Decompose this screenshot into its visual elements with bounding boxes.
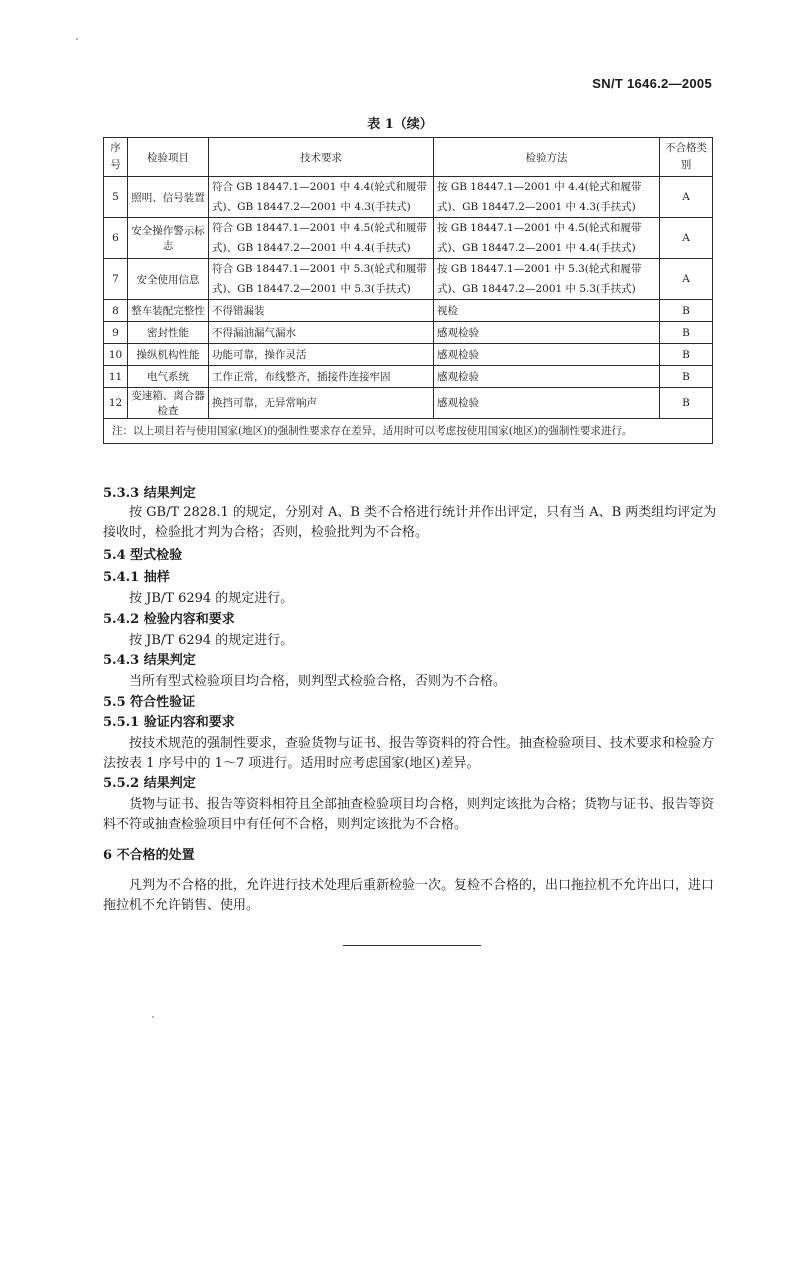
- inspection-table: [103, 137, 712, 444]
- heading-6: 6 不合格的处置: [103, 848, 195, 863]
- table-note: 注：以上项目若与使用国家(地区)的强制性要求存在差异，适用时可以考虑按使用国家(地区)的强制性要求进行。: [104, 419, 713, 444]
- row-item: 照明、信号装置: [128, 177, 209, 218]
- para-5-4-2: 按 JB/T 6294 的规定进行。: [129, 633, 294, 648]
- heading-5-4: 5.4 型式检验: [103, 548, 183, 563]
- heading-5-5-2: 5.5.2 结果判定: [103, 776, 196, 791]
- table-row: [104, 388, 713, 419]
- row-no: 5: [104, 177, 128, 218]
- row-no: 12: [104, 388, 128, 419]
- scan-speck: [76, 38, 78, 40]
- col-header-method: 检验方法: [434, 138, 660, 177]
- table-header-row: [104, 138, 713, 177]
- row-method: 感观检验: [434, 388, 660, 419]
- row-no: 10: [104, 344, 128, 366]
- heading-5-3-3: 5.3.3 结果判定: [103, 486, 196, 501]
- row-class: B: [660, 300, 713, 322]
- row-no: 8: [104, 300, 128, 322]
- row-class: A: [660, 218, 713, 259]
- table-row: [104, 300, 713, 322]
- row-class: B: [660, 388, 713, 419]
- table-caption: 表 1（续）: [367, 117, 433, 132]
- row-no: 6: [104, 218, 128, 259]
- row-method: 感观检验: [434, 322, 660, 344]
- row-item: 变速箱、离合器检查: [128, 388, 209, 419]
- standard-code: SN/T 1646.2—2005: [592, 76, 712, 91]
- row-item: 整车装配完整性: [128, 300, 209, 322]
- heading-5-4-1: 5.4.1 抽样: [103, 570, 170, 585]
- row-class: A: [660, 177, 713, 218]
- table-row: [104, 177, 713, 218]
- heading-5-5-1: 5.5.1 验证内容和要求: [103, 715, 235, 730]
- row-item: 电气系统: [128, 366, 209, 388]
- row-class: A: [660, 259, 713, 300]
- row-class: B: [660, 322, 713, 344]
- col-header-requirement: 技术要求: [209, 138, 434, 177]
- para-5-5-1: 按技术规范的强制性要求，查验货物与证书、报告等资料的符合性。抽查检验项目、技术要求和检验方法按表 1 序号中的 1～7 项进行。适用时应考虑国家(地区)差异。: [103, 736, 715, 771]
- scan-speck: [152, 1016, 154, 1018]
- table-row: [104, 259, 713, 300]
- table-note-row: [104, 419, 713, 444]
- row-requirement: 不得错漏装: [209, 300, 434, 322]
- row-method: 视检: [434, 300, 660, 322]
- row-method: 感观检验: [434, 366, 660, 388]
- row-item: 操纵机构性能: [128, 344, 209, 366]
- row-requirement: 符合 GB 18447.1—2001 中 4.5(轮式和履带式)、GB 18447.2—2001 中 4.4(手扶式): [209, 218, 434, 259]
- row-no: 9: [104, 322, 128, 344]
- para-5-4-3: 当所有型式检验项目均合格，则判型式检验合格，否则为不合格。: [129, 674, 507, 689]
- col-header-class: 不合格类别: [660, 138, 713, 177]
- para-5-3-3: 按 GB/T 2828.1 的规定，分别对 A、B 类不合格进行统计并作出评定，只有当 A、B 两类组均评定为接收时，检验批才判为合格；否则，检验批判为不合格。: [103, 505, 717, 540]
- row-requirement: 工作正常，布线整齐，插接件连接牢固: [209, 366, 434, 388]
- heading-5-4-2: 5.4.2 检验内容和要求: [103, 612, 235, 627]
- row-item: 安全操作警示标志: [128, 218, 209, 259]
- para-5-4-1: 按 JB/T 6294 的规定进行。: [129, 591, 294, 606]
- row-requirement: 换挡可靠，无异常响声: [209, 388, 434, 419]
- heading-5-5: 5.5 符合性验证: [103, 695, 196, 710]
- heading-5-4-3: 5.4.3 结果判定: [103, 653, 196, 668]
- row-no: 11: [104, 366, 128, 388]
- row-method: 按 GB 18447.1—2001 中 4.4(轮式和履带式)、GB 18447.2—2001 中 4.3(手扶式): [434, 177, 660, 218]
- table-row: [104, 322, 713, 344]
- row-class: B: [660, 366, 713, 388]
- table-row: [104, 344, 713, 366]
- row-method: 按 GB 18447.1—2001 中 5.3(轮式和履带式)、GB 18447.2—2001 中 5.3(手扶式): [434, 259, 660, 300]
- end-rule: [343, 945, 481, 946]
- row-requirement: 符合 GB 18447.1—2001 中 4.4(轮式和履带式)、GB 18447.2—2001 中 4.3(手扶式): [209, 177, 434, 218]
- para-5-5-2: 货物与证书、报告等资料相符且全部抽查检验项目均合格，则判定该批为合格；货物与证书、报告等资料不符或抽查检验项目中有任何不合格，则判定该批为不合格。: [103, 797, 715, 832]
- row-requirement: 功能可靠，操作灵活: [209, 344, 434, 366]
- row-item: 安全使用信息: [128, 259, 209, 300]
- row-requirement: 符合 GB 18447.1—2001 中 5.3(轮式和履带式)、GB 18447.2—2001 中 5.3(手扶式): [209, 259, 434, 300]
- table-row: [104, 218, 713, 259]
- row-method: 感观检验: [434, 344, 660, 366]
- col-header-item: 检验项目: [128, 138, 209, 177]
- row-requirement: 不得漏油漏气漏水: [209, 322, 434, 344]
- table-row: [104, 366, 713, 388]
- row-item: 密封性能: [128, 322, 209, 344]
- row-class: B: [660, 344, 713, 366]
- row-method: 按 GB 18447.1—2001 中 4.5(轮式和履带式)、GB 18447.2—2001 中 4.4(手扶式): [434, 218, 660, 259]
- row-no: 7: [104, 259, 128, 300]
- col-header-no: 序号: [104, 138, 128, 177]
- para-6: 凡判为不合格的批，允许进行技术处理后重新检验一次。复检不合格的，出口拖拉机不允许出口，进口拖拉机不允许销售、使用。: [103, 878, 715, 913]
